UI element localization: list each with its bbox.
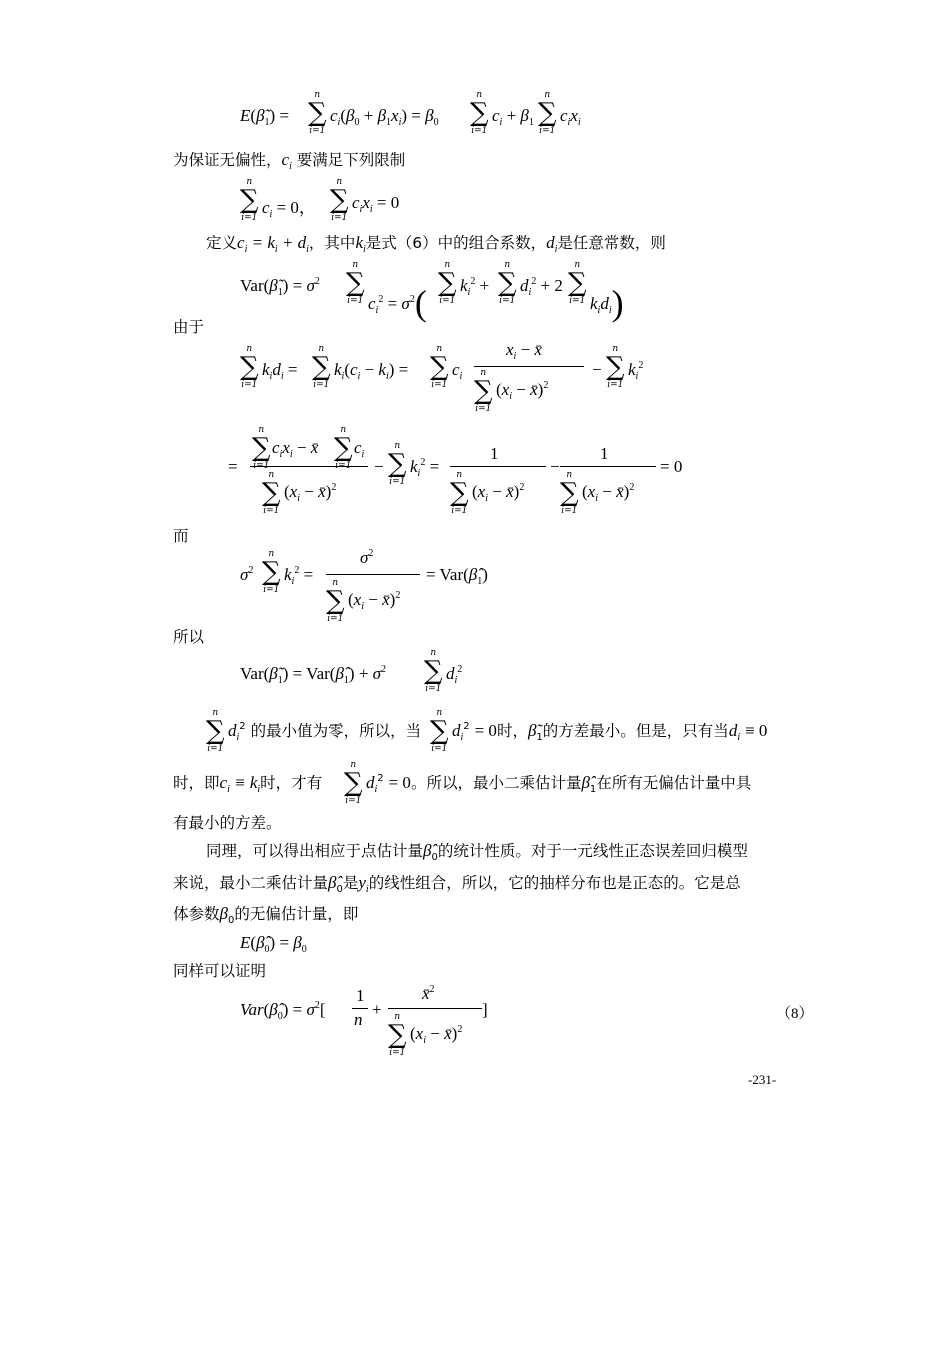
- text-line: 同理，可以得出相应于点估计量$\betâ_0$的统计性质。对于一元线性正态误差回归模型: [206, 841, 748, 863]
- equation-part: $k_i^2$ +: [460, 276, 490, 298]
- equation-part: $k_i^2$ =: [410, 457, 440, 479]
- text-line: 有最小的方差。: [173, 814, 282, 832]
- equation-constraint: $c_ix_i = 0$: [352, 193, 400, 215]
- fraction-bar: [326, 574, 420, 575]
- sum-symbol: n ∑ i=1: [388, 1012, 407, 1058]
- fraction-bar: [474, 366, 584, 367]
- equation-part: $d_i^2$: [446, 664, 463, 686]
- sum-symbol: n ∑ i=1: [438, 260, 457, 306]
- equation-part: $c_i(\beta_0 + \beta_1x_i) = \beta_0$: [330, 106, 439, 128]
- fraction-numerator: $c_ix_i$ − x̄: [272, 438, 319, 460]
- equation-part: −: [374, 457, 384, 476]
- text-youyu: 由于: [173, 318, 205, 336]
- text-line: 体参数$\beta_0$的无偏估计量，即: [173, 904, 359, 926]
- equation-part: $c_i$: [452, 360, 463, 382]
- equation-part: $Var(\betã_1)$ = $Var(\betâ_1) + \sigma^2$: [240, 664, 387, 686]
- text-er: 而: [173, 527, 189, 545]
- sum-symbol: n ∑ i=1: [560, 470, 579, 516]
- fraction-denominator: ($x_i$ − x̄)$^2$: [410, 1024, 463, 1046]
- fraction-numerator: $c_i$: [354, 438, 365, 460]
- equation-part: $k_i^2$ =: [284, 565, 314, 587]
- sum-symbol: n ∑ i=1: [346, 260, 365, 306]
- equation-part: $c_i + \beta_1$: [492, 106, 534, 128]
- equation-part: $d_i^2 + 2$: [520, 276, 563, 298]
- fraction-bar: [352, 1008, 368, 1009]
- equation-part: $k_id_i$): [590, 283, 624, 323]
- text-line: 来说，最小二乘估计量$\betâ_0$是$y_i$的线性组合，所以，它的抽样分布也是正态的。它是总: [173, 873, 741, 895]
- equation-expectation-beta1: $E(\betã_1)$ =: [240, 106, 290, 128]
- fraction-denominator: ($x_i$ − x̄)$^2$: [496, 380, 549, 402]
- equation-part: $k_i(c_i - k_i)$ =: [334, 360, 409, 382]
- fraction-bar: [250, 466, 368, 467]
- equation-part: $k_i^2$: [628, 360, 644, 382]
- equation-part: $\sigma^2$: [240, 565, 254, 584]
- fraction-denominator: ($x_i$ − x̄)$^2$: [284, 482, 337, 504]
- fraction-bar: [560, 466, 656, 467]
- sum-symbol: n ∑ i=1: [430, 708, 449, 754]
- equation-constraint: $c_i = 0$，: [262, 198, 316, 220]
- sum-symbol: n ∑ i=1: [538, 90, 557, 136]
- sum-symbol: n ∑ i=1: [262, 470, 281, 516]
- sum-symbol: n ∑ i=1: [498, 260, 517, 306]
- equation-part: = 0: [660, 457, 683, 476]
- equation-variance: $Var(\betã_1) = \sigma^2$: [240, 276, 320, 298]
- sum-symbol: n ∑ i=1: [240, 177, 259, 223]
- fraction-numerator: $x_i$ − x̄: [506, 340, 542, 362]
- text-line: $d_i^2 = 0$。所以，最小二乘估计量$\betâ_1$在所有无偏估计量中具: [366, 773, 752, 795]
- sum-symbol: n ∑ i=1: [606, 344, 625, 390]
- equation-part: =: [228, 457, 238, 476]
- sum-symbol: n ∑ i=1: [474, 368, 493, 414]
- equation-part: +: [372, 1000, 382, 1019]
- sum-symbol: n ∑ i=1: [470, 90, 489, 136]
- equation-part: −: [550, 457, 560, 476]
- text-line: $d_i^2$ 的最小值为零，所以，当: [228, 721, 422, 743]
- sum-symbol: n ∑ i=1: [330, 177, 349, 223]
- sum-symbol: n ∑ i=1: [450, 470, 469, 516]
- fraction-numerator: 1: [490, 444, 499, 463]
- equation-part: $k_id_i$ =: [262, 360, 298, 382]
- sum-symbol: n ∑ i=1: [344, 760, 363, 806]
- text-line: 定义$c_i = k_i + d_i$，其中$k_i$是式（6）中的组合系数，$d_i$是任意常数，则: [206, 233, 666, 255]
- fraction-denominator: ($x_i$ − x̄)$^2$: [472, 482, 525, 504]
- text-line: $d_i^2 = 0$时，$\betã_1$的方差最小。但是，只有当$d_i \equiv 0$: [452, 721, 768, 743]
- equation-part: $c_i^2 = \sigma^2$(: [368, 283, 427, 323]
- equation-part: ]: [482, 1000, 488, 1019]
- fraction-bar: [388, 1008, 482, 1009]
- sum-symbol: n ∑ i=1: [388, 441, 407, 487]
- equation-part: = $Var(\betâ_1)$: [426, 565, 488, 587]
- fraction-bar: [450, 466, 546, 467]
- fraction-numerator: $\sigma^2$: [360, 548, 374, 567]
- sum-symbol: n ∑ i=1: [312, 344, 331, 390]
- equation-variance-beta0: $Var(\betâ_0) = \sigma^2$[: [240, 1000, 326, 1022]
- fraction-numerator: 1: [600, 444, 609, 463]
- sum-symbol: n ∑ i=1: [262, 549, 281, 595]
- fraction-numerator: x̄$^2$: [422, 984, 435, 1003]
- sum-symbol: n ∑ i=1: [240, 344, 259, 390]
- fraction-denominator: ($x_i$ − x̄)$^2$: [348, 590, 401, 612]
- fraction-denominator: ($x_i$ − x̄)$^2$: [582, 482, 635, 504]
- sum-symbol: n ∑ i=1: [430, 344, 449, 390]
- sum-symbol: n ∑ i=1: [334, 425, 353, 471]
- sum-symbol: n ∑ i=1: [206, 708, 225, 754]
- equation-part: $c_ix_i$: [560, 106, 581, 128]
- fraction-denominator: n: [354, 1010, 363, 1029]
- equation-part: −: [592, 360, 602, 379]
- page-number: -231-: [748, 1072, 777, 1087]
- text-line: 为保证无偏性，$c_i$ 要满足下列限制: [173, 150, 406, 172]
- fraction-numerator: 1: [356, 986, 365, 1005]
- sum-symbol: n ∑ i=1: [326, 578, 345, 624]
- sum-symbol: n ∑ i=1: [568, 260, 587, 306]
- equation-expectation-beta0: $E(\betâ_0) = \beta_0$: [240, 933, 307, 955]
- sum-symbol: n ∑ i=1: [252, 425, 271, 471]
- text-line: 同样可以证明: [173, 962, 267, 980]
- text-line: 时，即$c_i \equiv k_i$时，才有: [173, 773, 323, 795]
- sum-symbol: n ∑ i=1: [424, 648, 443, 694]
- sum-symbol: n ∑ i=1: [308, 90, 327, 136]
- equation-number: （8）: [776, 1006, 814, 1022]
- text-suoyi: 所以: [173, 628, 205, 646]
